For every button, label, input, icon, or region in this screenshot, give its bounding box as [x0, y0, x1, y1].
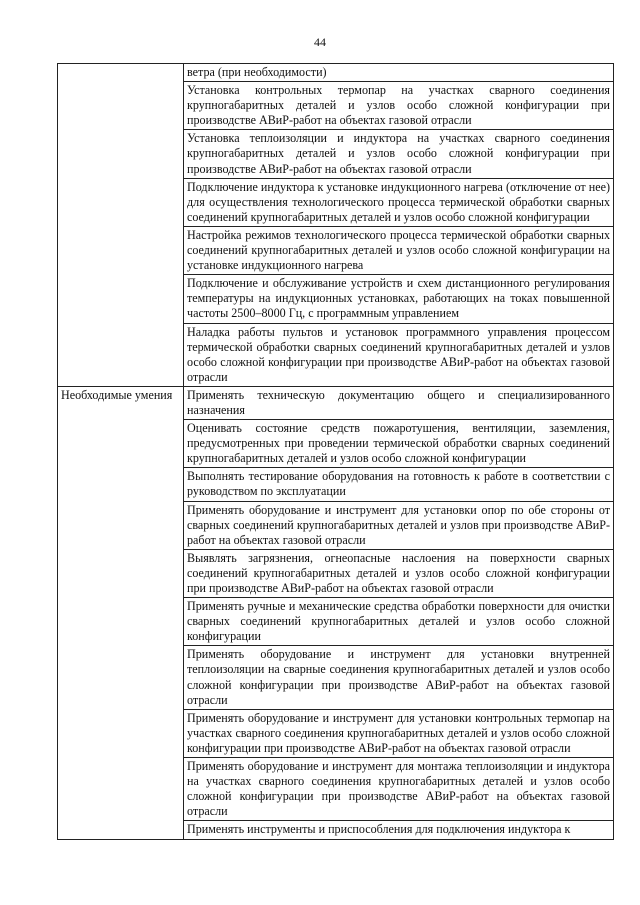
table-cell: Применять оборудование и инструмент для монтажа теплоизоляции и индуктора на участках сварного соединения крупногабаритных деталей и узлов особо сложной конфигурации при производстве АВиР-работ на объектах газовой отрасли — [184, 758, 614, 821]
table-cell: Применять инструменты и приспособления для подключения индуктора к — [184, 821, 614, 839]
table-cell: Наладка работы пультов и установок программного управления процессом термической обработки сварных соединений крупногабаритных деталей и узлов особо сложной конфигурации при производстве АВиР-работ на объектах газовой отрасли — [184, 323, 614, 386]
table-cell: Применять оборудование и инструмент для установки контрольных термопар на участках сварного соединения крупногабаритных деталей и узлов особо сложной конфигурации при производстве АВиР-работ на объектах газовой отрасли — [184, 709, 614, 757]
skills-label-cell: Необходимые умения — [58, 386, 184, 839]
page-number: 44 — [314, 35, 326, 49]
table-cell: Установка контрольных термопар на участках сварного соединения крупногабаритных деталей и узлов особо сложной конфигурации при производстве АВиР-работ на объектах газовой отрасли — [184, 82, 614, 130]
requirements-table — [57, 63, 614, 840]
table-cell: Оценивать состояние средств пожаротушения, вентиляции, заземления, предусмотренных при проведении термической обработки сварных соединений крупногабаритных деталей и узлов особо сложной конфигурации — [184, 420, 614, 468]
actions-label-cell — [58, 64, 184, 387]
table-cell: ветра (при необходимости) — [184, 64, 614, 82]
table-cell: Установка теплоизоляции и индуктора на участках сварного соединения крупногабаритных деталей и узлов особо сложной конфигурации при производстве АВиР-работ на объектах газовой отрасли — [184, 130, 614, 178]
table-cell: Подключение индуктора к установке индукционного нагрева (отключение от нее) для осуществления технологического процесса термической обработки сварных соединений крупногабаритных деталей и узлов особо сложной конфигурации — [184, 178, 614, 226]
table-cell: Применять техническую документацию общего и специализированного назначения — [184, 386, 614, 419]
table-cell: Выявлять загрязнения, огнеопасные наслоения на поверхности сварных соединений крупногабаритных деталей и узлов особо сложной конфигурации при производстве АВиР-работ на объектах газовой отрасли — [184, 549, 614, 597]
table-cell: Применять оборудование и инструмент для установки опор по обе стороны от сварных соединений крупногабаритных деталей и узлов при производстве АВиР-работ на объектах газовой отрасли — [184, 501, 614, 549]
table-row — [58, 386, 614, 419]
table-cell: Подключение и обслуживание устройств и схем дистанционного регулирования температуры на индукционных установках, работающих на токах повышенной частоты 2500–8000 Гц, с программным управлением — [184, 275, 614, 323]
table-cell: Настройка режимов технологического процесса термической обработки сварных соединений крупногабаритных деталей и узлов особо сложной конфигурации на установке индукционного нагрева — [184, 226, 614, 274]
table-cell: Применять оборудование и инструмент для установки внутренней теплоизоляции на сварные соединения крупногабаритных деталей и узлов особо сложной конфигурации при производстве АВиР-работ на объектах газовой отрасли — [184, 646, 614, 709]
table-cell: Применять ручные и механические средства обработки поверхности для очистки сварных соединений крупногабаритных деталей и узлов особо сложной конфигурации — [184, 598, 614, 646]
table-row — [58, 64, 614, 82]
table-cell: Выполнять тестирование оборудования на готовность к работе в соответствии с руководством по эксплуатации — [184, 468, 614, 501]
